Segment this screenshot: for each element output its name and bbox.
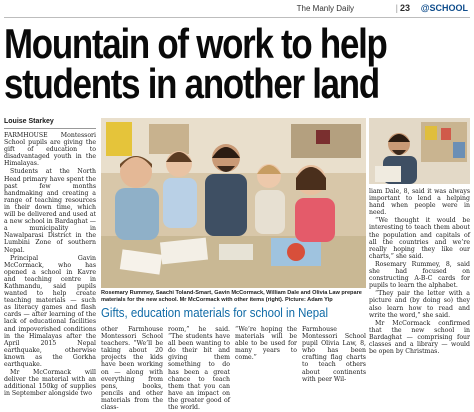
- paragraph: Farmhouse Montessori School pupil Olivia Law, 8, who has been crafting flag charts to teach others about continents with peer Wil-: [302, 326, 366, 383]
- page-number-value: 23: [399, 3, 410, 13]
- publication-name: The Manly Daily: [296, 4, 354, 13]
- paragraph: Mr McCormack will deliver the material with an additional 150kg of supplies in September alongside two: [4, 369, 96, 398]
- article-column-bottom-2: [168, 326, 230, 412]
- paragraph: other Farmhouse Montessori School teachers. “We’ll be taking about 20 projects the kids have been working on — along with everything from pens, books, pencils and other materials from the class-: [101, 326, 163, 412]
- headline-line-2: students in another land: [4, 60, 379, 107]
- inset-photo-illustration: [369, 118, 470, 184]
- page-number: | 23: [395, 3, 410, 13]
- article-column-bottom-4: [302, 326, 366, 384]
- masthead-divider: [4, 17, 470, 18]
- paragraph: Students at the North Head primary have spent the past few months handmaking and creating a range of teaching resources in their down time, which will be delivered and used at a new school in Bardaghat — a municipality in Nawalparasi District in the Lumbini Zone of southern Nepal.: [4, 168, 96, 254]
- main-photo: [101, 118, 366, 288]
- inset-photo: [369, 118, 470, 184]
- masthead: [0, 0, 474, 16]
- section-label: @SCHOOL: [420, 3, 468, 13]
- article-column-right: [369, 188, 470, 356]
- paragraph: Rosemary Rummey, 8, said she had focused on constructing A-B-C cards for pupils to learn the alphabet.: [369, 260, 470, 290]
- paragraph: FARMHOUSE Montessori School pupils are giving the gift of education to disadvantaged youth in the Himalayas.: [4, 132, 96, 168]
- photo-caption: Rosemary Rummey, Saachi Toland-Smart, Gavin McCormack, William Dale and Olivia Law prepare materials for the new school. Mr McCormack with other items (right). Picture: Adam Yip: [101, 290, 362, 303]
- article-column-bottom-3: [235, 326, 297, 362]
- paragraph: Principal Gavin McCormack, who has opened a school in Kavre and teaching centre in Kathmandu, said pupils wanted to help create teaching materials — such as literacy games and flash cards — after learning of the lack of educational facilities and impoverished conditions in the Himalayas after the April 2015 Nepal earthquake, otherwise known as the Gorkha earthquake.: [4, 254, 96, 368]
- paragraph: “We’re hoping the materials will be able to be used for many years to come.”: [235, 326, 297, 362]
- paragraph: “They pair the letter with a picture and (by doing so) they also learn how to read and write the word,” she said.: [369, 290, 470, 319]
- article-column-bottom-1: [101, 326, 163, 412]
- byline-divider: [4, 128, 96, 129]
- headline: [4, 20, 394, 107]
- article-column-left: [4, 132, 96, 398]
- byline: Louise Starkey: [4, 118, 54, 125]
- paragraph: liam Dale, 8, said it was always important to lend a helping hand when people were in need.: [369, 188, 470, 217]
- paragraph: Mr McCormack confirmed that the new school in Bardaghat — comprising four classes and a library — would be open by Christmas.: [369, 319, 470, 356]
- paragraph: “We thought it would be interesting to teach them about the population and capitals of all the countries and we’re really hoping they like our charts,” she said.: [369, 217, 470, 260]
- subheadline: Gifts, education materials for school in Nepal: [101, 305, 329, 320]
- paragraph: room,” he said. “The students have all been wanting to do their bit and giving them something to do has been a great chance to teach them that you can have an impact on the greater good of the world.: [168, 326, 230, 412]
- classroom-photo-illustration: [101, 118, 366, 288]
- headline-line-1: Mountain of work to help: [4, 20, 387, 67]
